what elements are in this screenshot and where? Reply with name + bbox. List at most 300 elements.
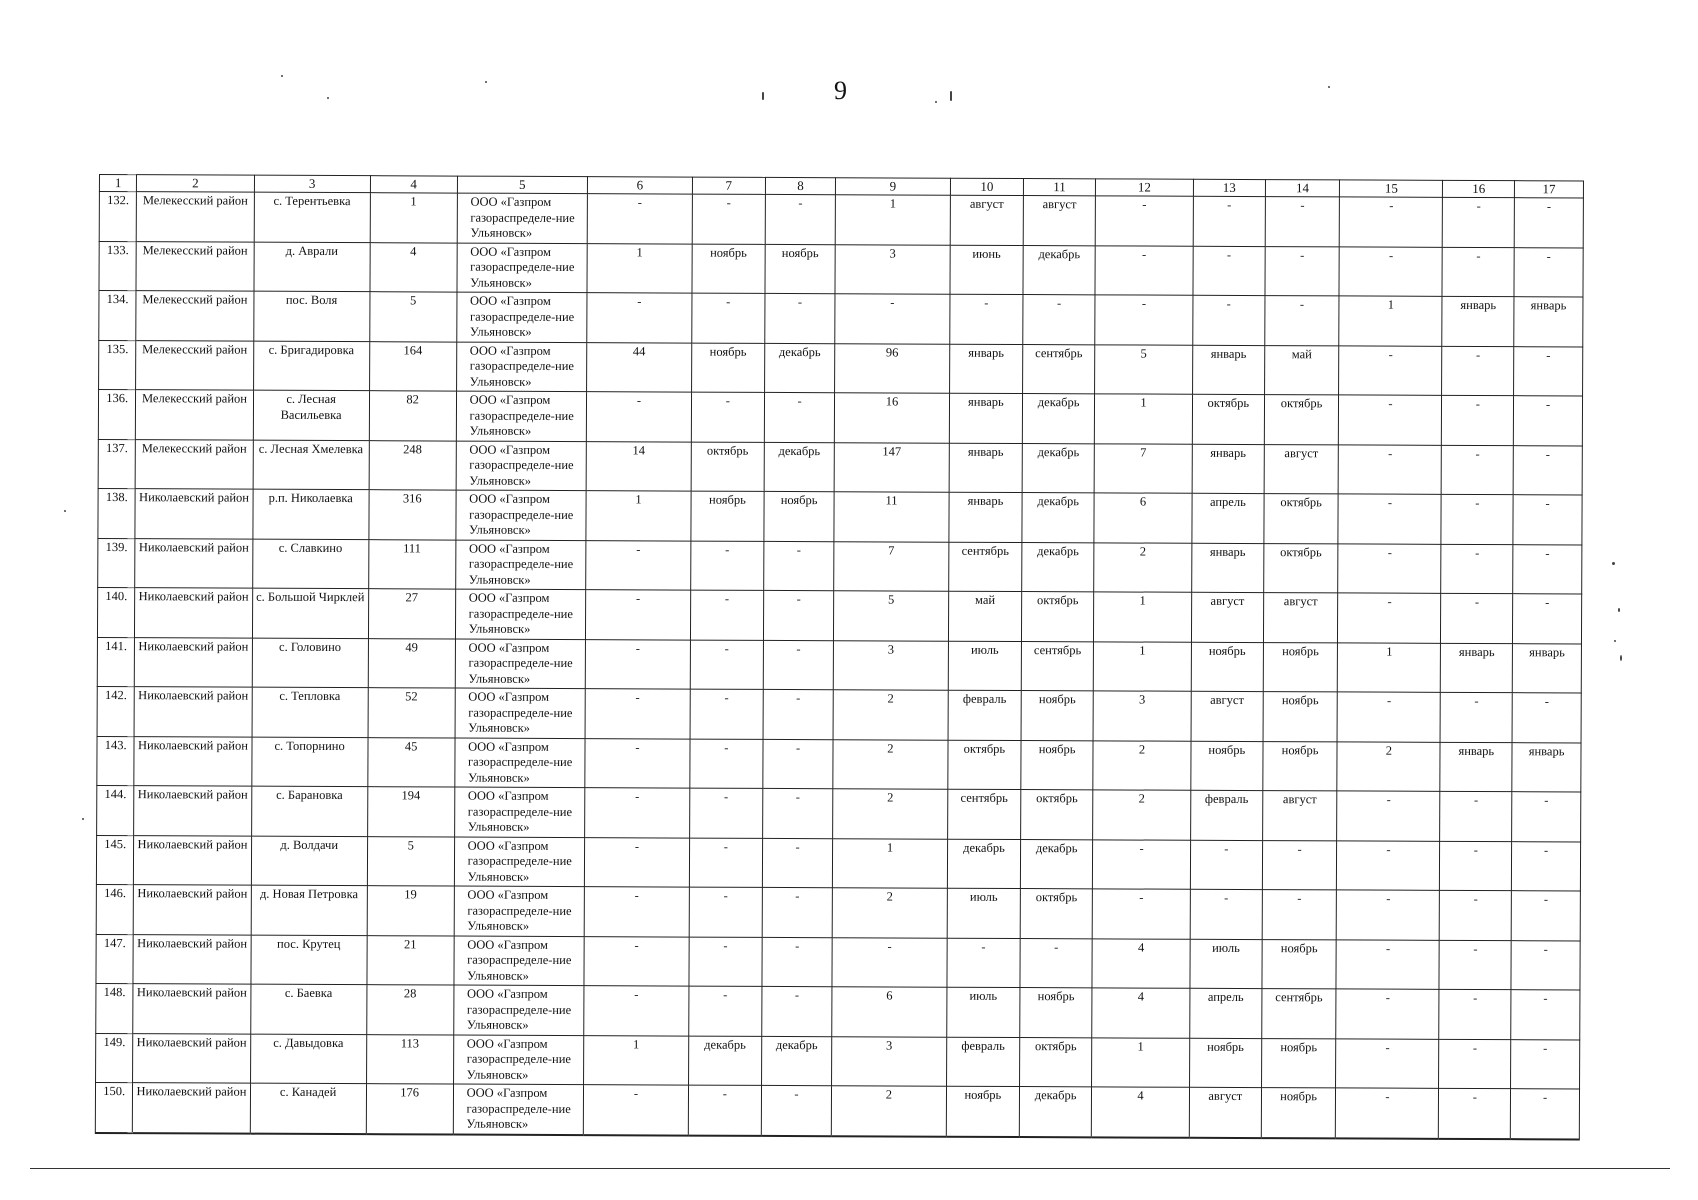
- table-cell: 7: [834, 541, 948, 591]
- table-cell: -: [764, 392, 835, 442]
- table-cell: август: [1191, 592, 1263, 642]
- table-row: [96, 1033, 1580, 1089]
- table-cell: 1: [583, 1035, 688, 1085]
- table-cell: 44: [586, 342, 691, 392]
- table-cell: -: [1513, 445, 1582, 495]
- table-cell: 140.: [97, 587, 135, 637]
- table-cell: -: [1338, 494, 1441, 544]
- table-cell: с. Славкино: [252, 539, 368, 589]
- table-cell: ООО «Газпром газораспределе-ние Ульяновск»: [456, 441, 587, 491]
- table-cell: -: [583, 1085, 688, 1135]
- table-cell: декабрь: [761, 1036, 832, 1086]
- column-header: 2: [137, 175, 254, 193]
- table-cell: -: [1264, 296, 1339, 346]
- table-cell: -: [1510, 1089, 1579, 1139]
- table-cell: -: [690, 590, 763, 640]
- table-cell: -: [1262, 890, 1337, 940]
- table-cell: 5: [1095, 344, 1193, 394]
- table-row: [96, 934, 1580, 990]
- table-cell: -: [585, 788, 690, 838]
- table-cell: -: [1340, 197, 1443, 247]
- table-cell: 49: [368, 638, 455, 688]
- table-cell: октябрь: [1264, 395, 1339, 445]
- table-cell: -: [1442, 247, 1514, 297]
- table-cell: 2: [1093, 740, 1191, 790]
- table-cell: ООО «Газпром газораспределе-ние Ульяновск»: [456, 391, 587, 441]
- table-cell: -: [689, 887, 762, 937]
- table-cell: май: [1264, 345, 1339, 395]
- table-cell: -: [1440, 841, 1512, 891]
- table-cell: 5: [834, 591, 948, 641]
- table-cell: Николаевский район: [135, 538, 252, 588]
- table-cell: ноябрь: [1261, 1038, 1336, 1088]
- scan-speck: [327, 97, 329, 99]
- column-header: 15: [1340, 180, 1443, 197]
- table-cell: 150.: [95, 1082, 133, 1132]
- table-cell: -: [1512, 841, 1581, 891]
- scan-speck: [950, 91, 952, 101]
- table-cell: 96: [835, 343, 949, 393]
- table-cell: ноябрь: [1191, 642, 1263, 692]
- table-cell: 1: [1092, 1037, 1190, 1087]
- table-cell: 2: [833, 739, 947, 789]
- table-cell: ООО «Газпром газораспределе-ние Ульяновск»: [455, 540, 586, 590]
- table-cell: -: [1511, 1039, 1580, 1089]
- table-cell: 6: [832, 987, 946, 1037]
- table-cell: д. Волдачи: [251, 836, 367, 886]
- table-row: [98, 439, 1582, 495]
- table-cell: 4: [1092, 938, 1190, 988]
- table-cell: апрель: [1190, 988, 1262, 1038]
- table-cell: 7: [1094, 443, 1192, 493]
- table-cell: сентябрь: [1022, 641, 1094, 691]
- table-cell: 1: [1339, 296, 1442, 346]
- table-cell: -: [1439, 989, 1511, 1039]
- table-cell: -: [692, 293, 765, 343]
- bottom-rule: [30, 1168, 1670, 1169]
- table-cell: -: [1337, 692, 1440, 742]
- column-header: 14: [1265, 180, 1340, 197]
- table-cell: 132.: [99, 192, 137, 242]
- table-cell: 3: [834, 640, 948, 690]
- table-cell: октябрь: [1263, 543, 1338, 593]
- table-cell: -: [1513, 495, 1582, 545]
- table-row: [97, 637, 1581, 693]
- table-cell: 144.: [97, 785, 135, 835]
- table-cell: ноябрь: [1189, 1038, 1261, 1088]
- table-cell: 135.: [99, 340, 137, 390]
- table-cell: 194: [367, 787, 454, 837]
- table-cell: ноябрь: [946, 1086, 1020, 1136]
- table-cell: -: [1338, 543, 1441, 593]
- table-cell: Николаевский район: [135, 637, 252, 687]
- table-cell: -: [764, 293, 835, 343]
- table-cell: -: [1020, 938, 1092, 988]
- table-cell: -: [762, 887, 833, 937]
- table-cell: 141.: [97, 637, 135, 687]
- table-cell: август: [1263, 593, 1338, 643]
- table-cell: январь: [1193, 345, 1265, 395]
- table-cell: -: [1262, 840, 1337, 890]
- table-cell: Николаевский район: [133, 1083, 250, 1134]
- table-cell: с. Канадей: [250, 1083, 366, 1134]
- table-cell: 1: [833, 838, 947, 888]
- column-header: 12: [1095, 179, 1193, 196]
- table-row: [98, 488, 1582, 544]
- table-cell: 111: [368, 539, 455, 589]
- table-cell: -: [1513, 594, 1582, 644]
- table-cell: 138.: [98, 488, 136, 538]
- scan-speck: [935, 101, 937, 103]
- table-cell: -: [1023, 295, 1095, 345]
- table-cell: -: [1265, 197, 1340, 247]
- table-cell: 248: [369, 440, 456, 490]
- table-cell: ноябрь: [692, 343, 765, 393]
- table-cell: 2: [1093, 790, 1191, 840]
- table-cell: ноябрь: [1261, 1088, 1336, 1138]
- column-header: 16: [1443, 180, 1515, 197]
- table-cell: -: [1512, 792, 1581, 842]
- column-header: 9: [836, 178, 950, 195]
- table-cell: -: [1193, 246, 1265, 296]
- column-header: 4: [370, 176, 457, 193]
- table-cell: ноябрь: [692, 244, 765, 294]
- table-cell: октябрь: [947, 740, 1021, 790]
- table-cell: 2: [833, 690, 947, 740]
- column-header: 7: [692, 177, 765, 194]
- table-cell: -: [1092, 889, 1190, 939]
- table-cell: -: [584, 986, 689, 1036]
- scan-speck: [485, 81, 487, 83]
- table-cell: ООО «Газпром газораспределе-ние Ульяновск»: [453, 1035, 584, 1085]
- table-cell: с. Барановка: [251, 786, 367, 836]
- table-cell: -: [1339, 444, 1442, 494]
- table-cell: -: [1511, 940, 1580, 990]
- table-cell: 4: [1092, 988, 1190, 1038]
- table-cell: -: [692, 194, 765, 244]
- table-cell: -: [1440, 890, 1512, 940]
- table-cell: ООО «Газпром газораспределе-ние Ульяновск»: [454, 886, 585, 936]
- table-cell: ООО «Газпром газораспределе-ние Ульяновск»: [453, 985, 584, 1035]
- table-cell: 1: [1094, 394, 1192, 444]
- table-cell: -: [1190, 889, 1262, 939]
- table-cell: октябрь: [1020, 889, 1092, 939]
- table-cell: август: [1262, 791, 1337, 841]
- table-cell: Мелекесский район: [136, 390, 253, 440]
- table-cell: август: [1191, 691, 1263, 741]
- table-cell: Мелекесский район: [136, 439, 253, 489]
- table-cell: -: [1443, 197, 1515, 247]
- table-cell: -: [1193, 196, 1265, 246]
- table-cell: 146.: [96, 884, 134, 934]
- table-cell: -: [1339, 246, 1442, 296]
- page-number: 9: [834, 76, 847, 105]
- table-cell: январь: [1192, 543, 1264, 593]
- table-cell: Николаевский район: [133, 934, 250, 984]
- table-cell: ноябрь: [1021, 740, 1093, 790]
- table-cell: Николаевский район: [134, 835, 251, 885]
- table-cell: 1: [1093, 641, 1191, 691]
- table-cell: -: [1439, 940, 1511, 990]
- table-cell: сентябрь: [947, 789, 1021, 839]
- table-row: [99, 192, 1583, 248]
- table-cell: Николаевский район: [134, 687, 251, 737]
- table-cell: -: [763, 541, 834, 591]
- table-cell: -: [763, 689, 834, 739]
- table-cell: январь: [1440, 742, 1512, 792]
- column-header: 8: [765, 177, 836, 194]
- table-cell: 6: [1094, 493, 1192, 543]
- table-cell: 27: [368, 589, 455, 639]
- table-cell: -: [1514, 247, 1583, 297]
- table-cell: -: [584, 887, 689, 937]
- table-cell: -: [1339, 345, 1442, 395]
- table-cell: июль: [947, 888, 1021, 938]
- table-cell: Николаевский район: [133, 984, 250, 1034]
- table-cell: Николаевский район: [135, 489, 252, 539]
- table-cell: 1: [587, 243, 692, 293]
- table-cell: д. Аврали: [254, 242, 370, 292]
- table-cell: ООО «Газпром газораспределе-ние Ульяновск»: [455, 639, 586, 689]
- table-cell: январь: [949, 443, 1023, 493]
- table-row: [98, 538, 1582, 594]
- table-cell: -: [587, 194, 692, 244]
- table-cell: октябрь: [1264, 494, 1339, 544]
- table-cell: -: [835, 294, 949, 344]
- table-cell: 2: [833, 789, 947, 839]
- table-cell: Николаевский район: [135, 588, 252, 638]
- table-cell: 11: [834, 492, 948, 542]
- table-wrapper: [95, 174, 1584, 1140]
- table-cell: 3: [835, 244, 949, 294]
- table-cell: Николаевский район: [133, 1033, 250, 1083]
- scan-speck: [281, 75, 283, 77]
- table-cell: 5: [367, 836, 454, 886]
- table-cell: -: [762, 838, 833, 888]
- table-cell: октябрь: [1022, 592, 1094, 642]
- table-cell: -: [1337, 791, 1440, 841]
- table-cell: октябрь: [1021, 790, 1093, 840]
- scan-speck: [1612, 562, 1615, 565]
- table-cell: 164: [369, 341, 456, 391]
- table-cell: 143.: [97, 736, 135, 786]
- table-cell: ноябрь: [1262, 939, 1337, 989]
- table-cell: -: [1513, 544, 1582, 594]
- table-cell: -: [586, 392, 691, 442]
- table-cell: 137.: [98, 439, 136, 489]
- table-cell: с. Баевка: [250, 984, 366, 1034]
- table-cell: 1: [586, 491, 691, 541]
- table-cell: -: [949, 294, 1023, 344]
- table-cell: -: [1512, 693, 1581, 743]
- table-cell: 5: [369, 292, 456, 342]
- table-cell: -: [1514, 396, 1583, 446]
- table-cell: ООО «Газпром газораспределе-ние Ульяновск»: [456, 490, 587, 540]
- table-cell: декабрь: [1020, 1087, 1092, 1137]
- table-cell: декабрь: [1021, 839, 1093, 889]
- table-cell: 2: [1094, 542, 1192, 592]
- table-cell: август: [950, 195, 1024, 245]
- table-cell: -: [690, 689, 763, 739]
- table-cell: -: [946, 938, 1020, 988]
- table-row: [96, 835, 1580, 891]
- table-row: [99, 340, 1583, 396]
- table-cell: 1: [1338, 642, 1441, 692]
- table-cell: -: [585, 639, 690, 689]
- table-cell: -: [1095, 245, 1193, 295]
- table-cell: декабрь: [688, 1036, 761, 1086]
- table-cell: апрель: [1192, 493, 1264, 543]
- table-cell: -: [1442, 395, 1514, 445]
- table-cell: ноябрь: [1263, 692, 1338, 742]
- table-cell: январь: [1514, 297, 1583, 347]
- table-cell: октябрь: [691, 442, 764, 492]
- table-cell: январь: [1512, 742, 1581, 792]
- table-cell: -: [763, 739, 834, 789]
- table-cell: -: [1441, 494, 1513, 544]
- table-cell: 1: [370, 193, 457, 243]
- table-cell: декабрь: [764, 343, 835, 393]
- scan-speck: [82, 818, 84, 820]
- table-row: [96, 983, 1580, 1039]
- data-table: [95, 174, 1584, 1140]
- table-cell: декабрь: [1022, 443, 1094, 493]
- table-cell: 134.: [99, 291, 137, 341]
- table-cell: Николаевский район: [134, 885, 251, 935]
- table-cell: -: [584, 936, 689, 986]
- scan-speck: [1618, 608, 1620, 612]
- table-cell: декабрь: [947, 839, 1021, 889]
- table-cell: -: [1095, 295, 1193, 345]
- table-cell: 14: [586, 441, 691, 491]
- table-cell: 136.: [98, 390, 136, 440]
- table-cell: -: [1336, 1088, 1439, 1138]
- table-cell: 4: [370, 242, 457, 292]
- table-cell: февраль: [946, 1037, 1020, 1087]
- table-cell: 149.: [96, 1033, 134, 1083]
- table-row: [98, 390, 1582, 446]
- table-cell: 133.: [99, 241, 137, 291]
- table-cell: -: [762, 937, 833, 987]
- table-cell: ноябрь: [765, 244, 836, 294]
- table-cell: -: [1095, 196, 1193, 246]
- table-cell: июнь: [950, 245, 1024, 295]
- table-cell: ООО «Газпром газораспределе-ние Ульяновск»: [456, 342, 587, 392]
- table-cell: с. Давыдовка: [250, 1034, 366, 1084]
- table-cell: -: [691, 392, 764, 442]
- table-cell: август: [1023, 196, 1095, 246]
- table-cell: -: [1339, 395, 1442, 445]
- table-cell: декабрь: [1022, 493, 1094, 543]
- table-cell: -: [1441, 692, 1513, 742]
- table-cell: пос. Крутец: [251, 935, 367, 985]
- table-cell: 28: [366, 985, 453, 1035]
- table-cell: июль: [1190, 939, 1262, 989]
- table-cell: 142.: [97, 686, 135, 736]
- table-cell: -: [1336, 1038, 1439, 1088]
- table-cell: ноябрь: [1020, 988, 1092, 1038]
- table-cell: август: [1264, 444, 1339, 494]
- table-cell: -: [1092, 839, 1190, 889]
- column-header: 13: [1193, 179, 1265, 196]
- table-cell: 2: [832, 1086, 946, 1136]
- table-cell: 316: [369, 490, 456, 540]
- table-row: [95, 1082, 1579, 1138]
- table-cell: май: [948, 591, 1022, 641]
- table-cell: с. Бригадировка: [253, 341, 369, 391]
- table-cell: -: [1193, 295, 1265, 345]
- table-cell: ноябрь: [1263, 642, 1338, 692]
- table-cell: 3: [1093, 691, 1191, 741]
- table-row: [97, 736, 1581, 792]
- table-cell: с. Терентьевка: [254, 192, 370, 242]
- table-cell: -: [1338, 593, 1441, 643]
- table-cell: ООО «Газпром газораспределе-ние Ульяновск»: [454, 787, 585, 837]
- table-cell: -: [689, 937, 762, 987]
- table-cell: -: [691, 541, 764, 591]
- table-row: [97, 686, 1581, 742]
- table-cell: 113: [366, 1034, 453, 1084]
- table-cell: -: [832, 937, 946, 987]
- scan-speck: [1614, 640, 1616, 642]
- table-cell: -: [690, 640, 763, 690]
- column-header: 6: [587, 177, 692, 194]
- table-cell: с. Лесная Хмелевка: [253, 440, 369, 490]
- table-cell: 45: [368, 737, 455, 787]
- table-cell: ООО «Газпром газораспределе-ние Ульяновск»: [455, 589, 586, 639]
- table-cell: -: [761, 1085, 832, 1135]
- table-cell: июль: [948, 641, 1022, 691]
- table-row: [99, 291, 1583, 347]
- column-header: 1: [99, 175, 136, 192]
- table-cell: ноябрь: [764, 491, 835, 541]
- table-cell: январь: [1441, 643, 1513, 693]
- table-cell: август: [1189, 1087, 1261, 1137]
- table-cell: -: [1442, 346, 1514, 396]
- table-cell: 148.: [96, 983, 134, 1033]
- table-cell: -: [1511, 990, 1580, 1040]
- table-cell: -: [1514, 198, 1583, 248]
- table-cell: ООО «Газпром газораспределе-ние Ульяновск»: [454, 837, 585, 887]
- scan-speck: [1328, 86, 1330, 88]
- table-cell: -: [690, 739, 763, 789]
- table-cell: 4: [1091, 1087, 1189, 1137]
- table-cell: 19: [367, 886, 454, 936]
- column-header: 11: [1024, 179, 1096, 196]
- column-header: 17: [1515, 181, 1584, 198]
- table-row: [97, 587, 1581, 643]
- table-cell: декабрь: [1022, 542, 1094, 592]
- table-cell: -: [1439, 1088, 1511, 1138]
- table-cell: февраль: [1191, 790, 1263, 840]
- table-cell: -: [690, 788, 763, 838]
- table-row: [97, 785, 1581, 841]
- table-cell: с. Лесная Васильевка: [253, 390, 369, 440]
- table-cell: 176: [366, 1084, 453, 1134]
- table-cell: сентябрь: [1023, 344, 1095, 394]
- table-cell: декабрь: [764, 442, 835, 492]
- table-cell: 1: [1093, 592, 1191, 642]
- table-cell: декабрь: [1023, 245, 1095, 295]
- table-cell: 147.: [96, 934, 134, 984]
- table-cell: ООО «Газпром газораспределе-ние Ульяновск»: [453, 1084, 584, 1135]
- table-cell: январь: [1192, 444, 1264, 494]
- table-cell: -: [1265, 246, 1340, 296]
- table-cell: 21: [367, 935, 454, 985]
- table-cell: -: [1442, 445, 1514, 495]
- table-cell: -: [584, 837, 689, 887]
- table-cell: 145.: [96, 835, 134, 885]
